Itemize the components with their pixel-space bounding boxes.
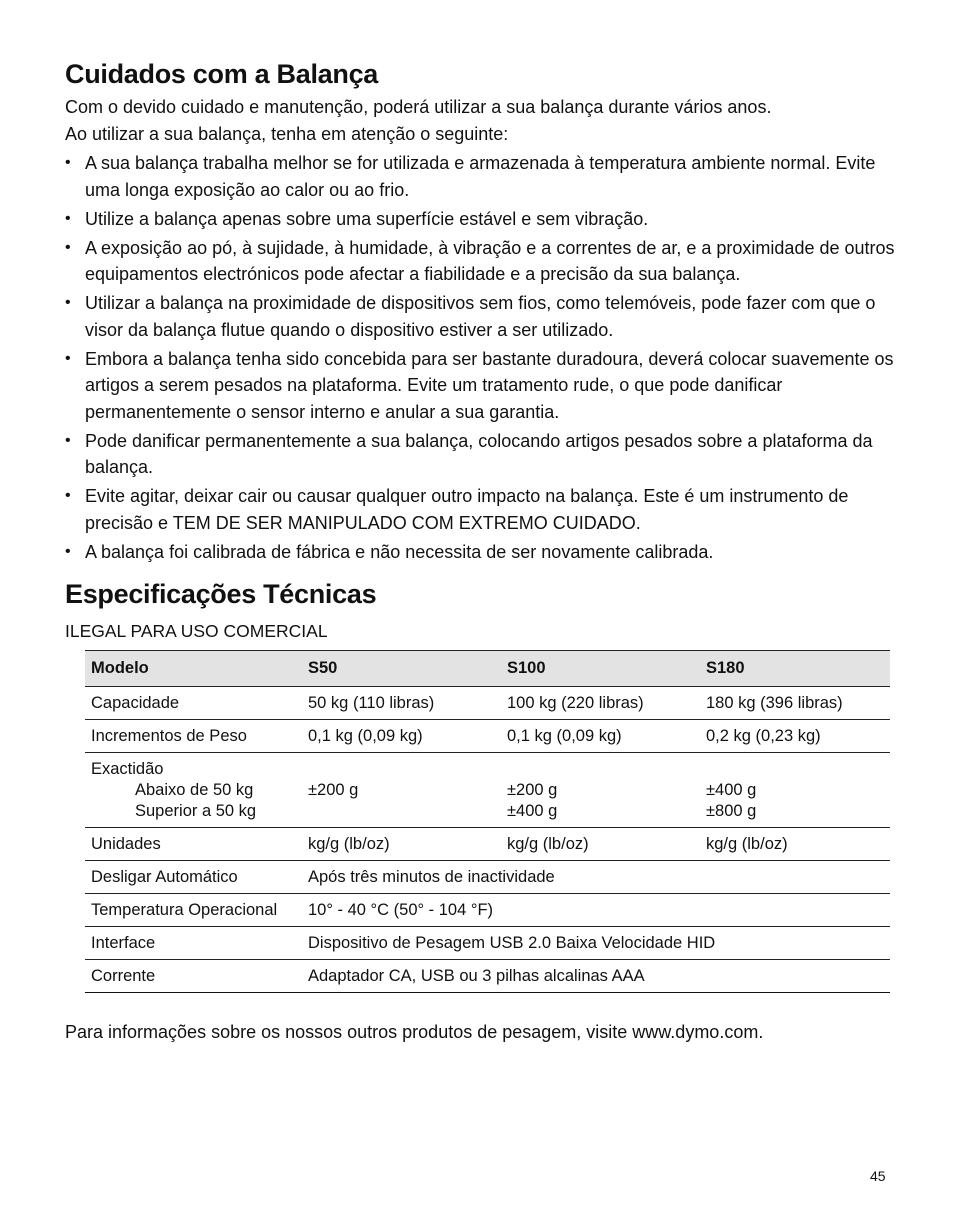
s50-accuracy-below: ±200 g — [308, 781, 359, 799]
spec-table — [85, 650, 890, 993]
table-row — [85, 687, 890, 720]
s100-accuracy-above: ±400 g — [507, 802, 558, 820]
intro-line-2: Ao utilizar a sua balança, tenha em atenção o seguinte: — [65, 123, 509, 144]
bullet-item: • Pode danificar permanentemente a sua balança, colocando artigos pesados sobre a plataforma da balança. — [65, 428, 905, 481]
cell: 0,2 kg (0,23 kg) — [700, 720, 890, 753]
care-intro — [65, 94, 905, 147]
row-label: Unidades — [85, 828, 302, 861]
bullet-item: • A sua balança trabalha melhor se for utilizada e armazenada à temperatura ambiente normal. Evite uma longa exposição ao calor ou ao frio. — [65, 150, 905, 203]
cell: 0,1 kg (0,09 kg) — [501, 720, 700, 753]
row-label — [85, 753, 302, 828]
table-row — [85, 753, 890, 828]
cell: 10° - 40 °C (50° - 104 °F) — [302, 894, 890, 927]
cell: 50 kg (110 libras) — [302, 687, 501, 720]
accuracy-above-label: Superior a 50 kg — [135, 802, 257, 820]
cell — [501, 753, 700, 828]
bullet-item: • Embora a balança tenha sido concebida para ser bastante duradoura, deverá colocar suavemente os artigos a serem pesados na plataforma. Evite um tratamento rude, o que pode danificar permanentemente o sensor interno e anular a sua garantia. — [65, 346, 905, 426]
header-s180: S180 — [700, 651, 890, 687]
s180-accuracy-above: ±800 g — [706, 802, 757, 820]
table-row — [85, 960, 890, 993]
accuracy-below-label: Abaixo de 50 kg — [135, 781, 254, 799]
page-number: 45 — [870, 1168, 886, 1184]
row-label: Corrente — [85, 960, 302, 993]
header-s100: S100 — [501, 651, 700, 687]
row-label: Capacidade — [85, 687, 302, 720]
cell: kg/g (lb/oz) — [302, 828, 501, 861]
bullet-item: • A balança foi calibrada de fábrica e não necessita de ser novamente calibrada. — [65, 539, 905, 566]
table-row — [85, 894, 890, 927]
cell: Dispositivo de Pesagem USB 2.0 Baixa Velocidade HID — [302, 927, 890, 960]
row-label: Interface — [85, 927, 302, 960]
cell: kg/g (lb/oz) — [700, 828, 890, 861]
care-bullet-list — [65, 150, 905, 568]
footer-note: Para informações sobre os nossos outros produtos de pesagem, visite www.dymo.com. — [65, 1022, 764, 1042]
cell: kg/g (lb/oz) — [501, 828, 700, 861]
table-row — [85, 828, 890, 861]
bullet-item: • Utilize a balança apenas sobre uma superfície estável e sem vibração. — [65, 206, 905, 233]
cell — [302, 753, 501, 828]
table-row — [85, 927, 890, 960]
row-label: Temperatura Operacional — [85, 894, 302, 927]
header-model: Modelo — [85, 651, 302, 687]
s180-accuracy-below: ±400 g — [706, 781, 757, 799]
cell — [700, 753, 890, 828]
accuracy-label: Exactidão — [91, 760, 164, 778]
bullet-item: • Utilizar a balança na proximidade de dispositivos sem fios, como telemóveis, pode fazer com que o visor da balança flutue quando o dispositivo estiver a ser utilizado. — [65, 290, 905, 343]
cell: 0,1 kg (0,09 kg) — [302, 720, 501, 753]
spec-heading: Especificações Técnicas — [65, 579, 377, 609]
table-row — [85, 720, 890, 753]
s100-accuracy-below: ±200 g — [507, 781, 558, 799]
cell: Adaptador CA, USB ou 3 pilhas alcalinas AAA — [302, 960, 890, 993]
row-label: Desligar Automático — [85, 861, 302, 894]
table-row — [85, 861, 890, 894]
cell: Após três minutos de inactividade — [302, 861, 890, 894]
row-label: Incrementos de Peso — [85, 720, 302, 753]
intro-line-1: Com o devido cuidado e manutenção, poderá utilizar a sua balança durante vários anos. — [65, 97, 772, 117]
table-header-row — [85, 651, 890, 687]
cell: 180 kg (396 libras) — [700, 687, 890, 720]
bullet-item: • A exposição ao pó, à sujidade, à humidade, à vibração e a correntes de ar, e a proximidade de outros equipamentos electrónicos pode afectar a fiabilidade e a precisão da sua balança. — [65, 235, 905, 288]
commercial-use-note: ILEGAL PARA USO COMERCIAL — [65, 621, 328, 641]
bullet-item: • Evite agitar, deixar cair ou causar qualquer outro impacto na balança. Este é um instrumento de precisão e TEM DE SER MANIPULADO COM EXTREMO CUIDADO. — [65, 483, 905, 536]
care-heading: Cuidados com a Balança — [65, 59, 378, 89]
header-s50: S50 — [302, 651, 501, 687]
cell: 100 kg (220 libras) — [501, 687, 700, 720]
